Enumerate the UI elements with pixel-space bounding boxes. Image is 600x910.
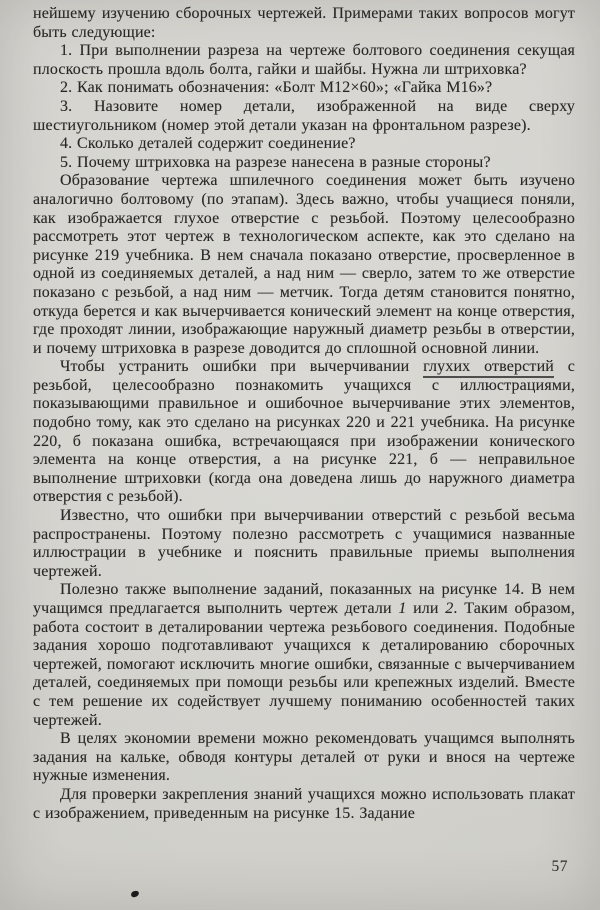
detail-number-2: 2 (445, 600, 454, 617)
question-item-3: 3. Назовите номер детали, изображенной на виде сверху шестиугольником (номер этой детали указан на фронтальном разрезе). (33, 97, 575, 134)
question-item-1: 1. При выполнении разреза на чертеже болтового соединения секущая плоскость прошла вдоль болта, гайки и шайбы. Нужна ли штриховка? (33, 42, 575, 78)
text-segment: с резьбой, целесообразно познакомить учащихся с иллюстрациями, показывающими правильное и ошибочное вычерчивание этих элементов, подобно тому, как это сделано на рисунках 220 и 221 учебника. На рисунке 220, б показана ошибка, встречающаяся при изображении конического элемента на конце отверстия, а на рисунке 221, б — неправильное выполнение штриховки (когда она доведена лишь до наружного диаметра отверстия с резьбой). (33, 358, 575, 506)
paragraph-continuation: нейшему изучению сборочных чертежей. Примерами таких вопросов могут быть следующие: (33, 5, 575, 41)
paragraph-time-economy: В целях экономии времени можно рекомендовать учащимся выполнять задания на кальке, обводя контуры деталей от руки и внося на чертеже нужные изменения. (33, 730, 575, 785)
text-segment: Полезно также выполнение заданий, показанных на рисунке 14. В нем учащимся предлагается выполнить чертеж детали (33, 581, 575, 617)
paragraph-knowledge-check: Для проверки закрепления знаний учащихся можно использовать плакат с изображением, приведенным на рисунке 15. Задание (33, 785, 575, 822)
ink-blot-artifact (130, 890, 139, 898)
question-item-5: 5. Почему штриховка на разрезе нанесена в разные стороны? (60, 153, 491, 171)
paragraph-tasks-figure14 (33, 581, 575, 730)
text-segment: Чтобы устранить ошибки при вычерчивании (60, 358, 424, 376)
text-segment: . Таким образом, работа состоит в деталировании чертежа резьбового соединения. Подобные задания хорошо подготавливают учащихся к деталированию сборочных чертежей, помогают исключить многие ошибки, связанные с вычерчиванием деталей, соединяемых при помощи резьбы или крепежных изделий. Вместе с тем решение их содействует лучшему пониманию особенностей таких чертежей. (33, 600, 575, 729)
question-item-2: 2. Как понимать обозначения: «Болт М12×60»; «Гайка М16»? (60, 79, 493, 97)
question-item-4: 4. Сколько деталей содержит соединение? (60, 135, 356, 153)
detail-number-1: 1 (398, 600, 407, 617)
text-segment: или (406, 600, 446, 617)
paragraph-blind-holes (33, 358, 575, 507)
pen-underlined-phrase: глухих отверстий (423, 358, 554, 378)
page-number: 57 (551, 858, 568, 875)
paragraph-shpilka-drawing: Образование чертежа шпилечного соединения может быть изучено аналогично болтовому (по этапам). Здесь важно, чтобы учащиеся поняли, как изображается глухое отверстие с резьбой. Поэтому целесообразно рассмотреть этот чертеж в технологическом аспекте, как это сделано на рисунке 219 учебника. В нем сначала показано отверстие, просверленное в одной из соединяемых деталей, а над ним — сверло, затем то же отверстие показано с резьбой, а над ним — метчик. Тогда детям становится понятно, откуда берется и как вычерчивается конический элемент на конце отверстия, где проходят линии, изображающие наружный диаметр резьбы в отверстии, и почему штриховка в разрезе доводится до сплошной основной линии. (33, 172, 575, 357)
paragraph-common-errors: Известно, что ошибки при вычерчивании отверстий с резьбой весьма распространены. Поэтому полезно рассмотреть с учащимися названные иллюстрации в учебнике и пояснить правильные приемы выполнения чертежей. (33, 507, 575, 580)
